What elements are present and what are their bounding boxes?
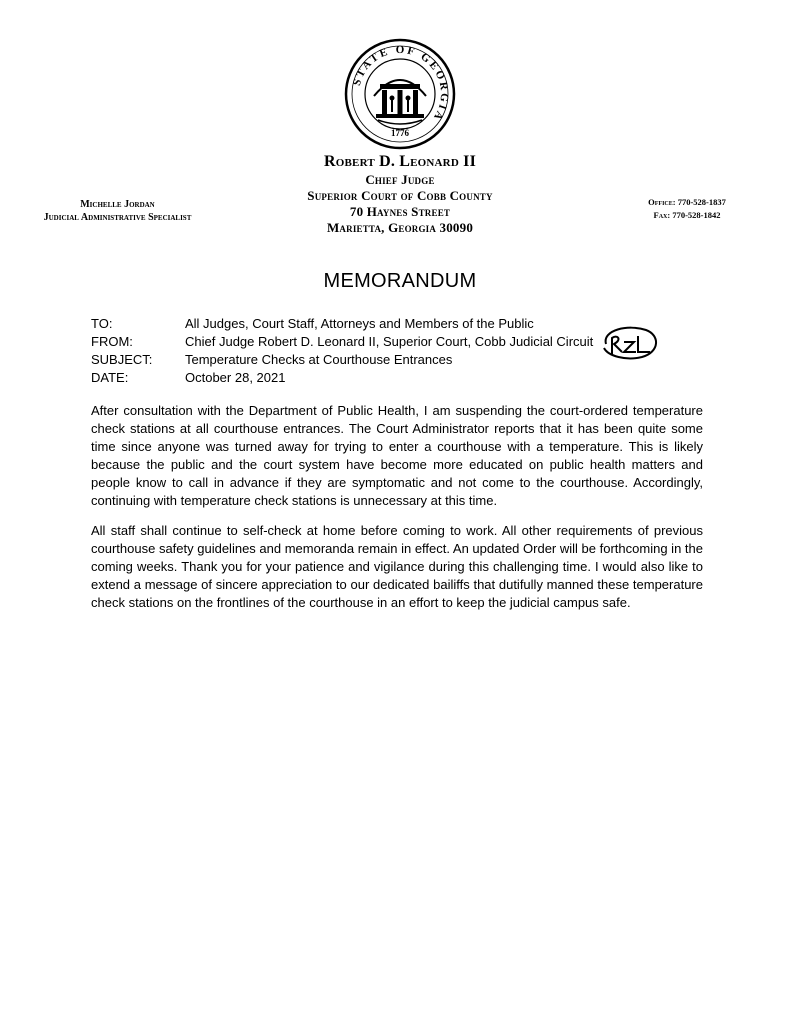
right-contact: [612, 196, 762, 222]
office-phone: Office: 770-528-1837: [648, 197, 726, 207]
field-value: All Judges, Court Staff, Attorneys and Members of the Public: [185, 316, 534, 331]
field-value: Temperature Checks at Courthouse Entrances: [185, 352, 453, 367]
field-label: FROM:: [91, 334, 133, 349]
seal-year: 1776: [391, 128, 409, 138]
field-label: SUBJECT:: [91, 352, 153, 367]
letterhead: [200, 152, 600, 236]
contact-role: Judicial Administrative Specialist: [43, 212, 192, 223]
field-value: October 28, 2021: [185, 370, 286, 385]
memo-header-fields: [91, 315, 593, 387]
field-value: Chief Judge Robert D. Leonard II, Superior Court, Cobb Judicial Circuit: [185, 334, 594, 349]
contact-name: Michelle Jordan: [80, 199, 155, 210]
street-address: 70 Haynes Street: [349, 204, 451, 219]
judge-name: Robert D. Leonard II: [323, 153, 477, 170]
memo-paragraph: After consultation with the Department of Public Health, I am suspending the court-ordered temperature check stations at all courthouse entrances. The Court Administrator reports that it has been quite some time since anyone was turned away for trying to enter a courthouse with a temperature. This is likely because the public and the court system have become more educated on public health matters and people know to call in advance if they are symptomatic and not come to the courthouse. Accordingly, continuing with temperature check stations is unnecessary at this time.: [91, 403, 703, 508]
field-label: DATE:: [91, 370, 129, 385]
memo-paragraph: All staff shall continue to self-check at home before coming to work. All other requirements of previous courthouse safety guidelines and memoranda remain in effect. An updated Order will be forthcoming in the coming weeks. Thank you for your patience and vigilance during this challenging time. I would also like to extend a message of sincere appreciation to our dedicated bailiffs that dutifully manned these temperature check stations on the frontlines of the courthouse in an effort to keep the judicial campus safe.: [91, 523, 703, 610]
state-of-georgia-seal: [344, 38, 456, 150]
field-from: [91, 333, 593, 351]
field-subject: [91, 351, 593, 369]
field-label: TO:: [91, 316, 113, 331]
court-name: Superior Court of Cobb County: [307, 188, 493, 203]
judge-title: Chief Judge: [365, 172, 435, 187]
handwritten-initials: [598, 322, 662, 364]
memo-title: MEMORANDUM: [323, 270, 477, 292]
field-date: [91, 369, 593, 387]
left-contact: [30, 198, 205, 224]
fax-number: Fax: 770-528-1842: [653, 210, 721, 220]
seal-ring-text: STATE OF GEORGIA: [350, 43, 451, 125]
field-to: [91, 315, 593, 333]
city-address: Marietta, Georgia 30090: [326, 220, 474, 235]
